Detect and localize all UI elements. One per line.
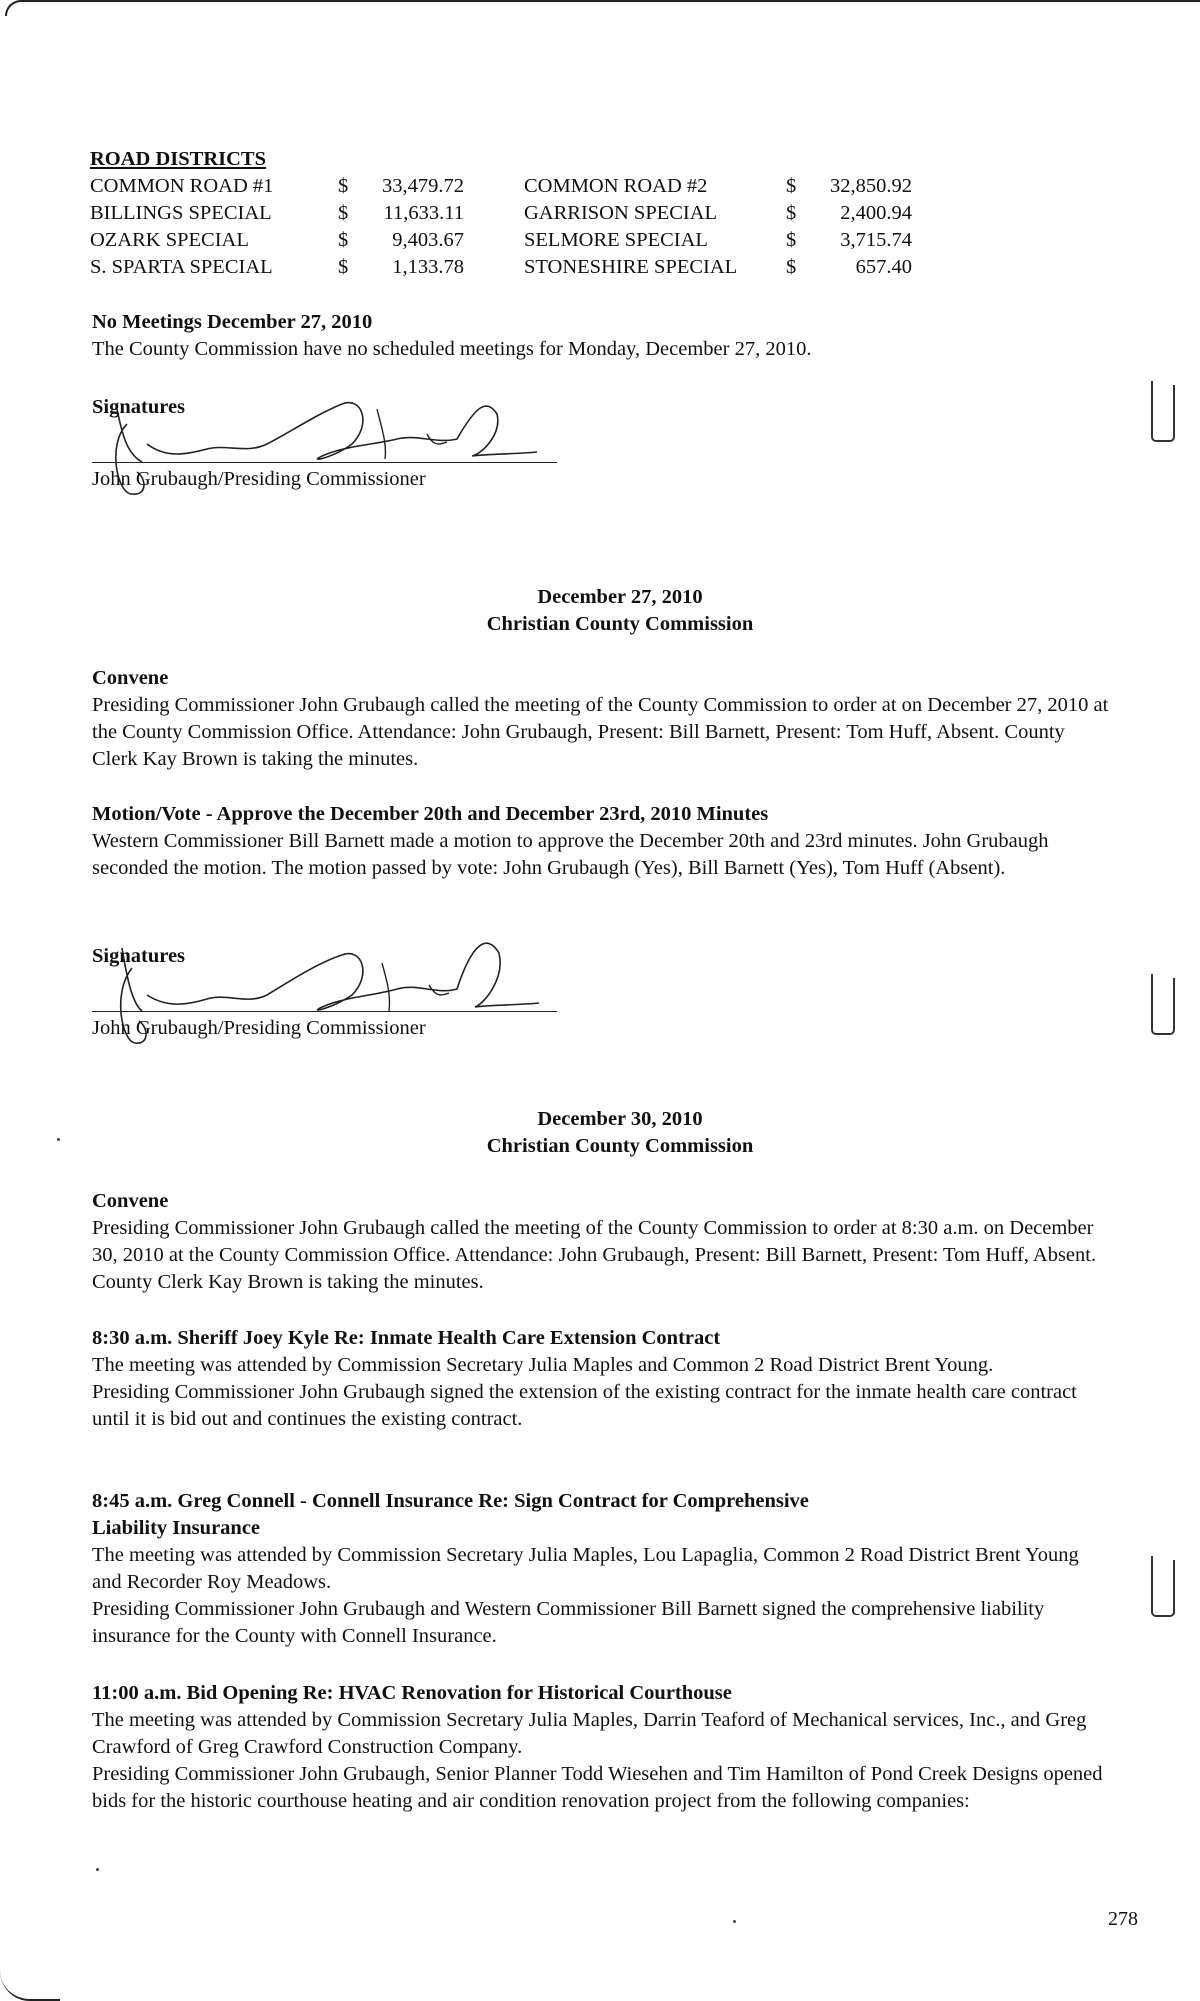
- section-text: Western Commissioner Bill Barnett made a motion to approve the December 20th and 23rd minutes. John Grubaugh seconded the motion. The motion passed by vote: John Grubaugh (Yes), Bill Barnett (Yes), Tom Huff (Absent).: [92, 830, 1049, 879]
- section-text: Presiding Commissioner John Grubaugh signed the extension of the existing contract for the inmate health care contract until it is bid out and continues the existing contract.: [92, 1381, 1077, 1430]
- district-name: S. SPARTA SPECIAL: [90, 256, 273, 278]
- road-districts-table: [90, 173, 912, 281]
- scan-speck: [57, 1138, 60, 1141]
- district-name: BILLINGS SPECIAL: [90, 202, 272, 224]
- currency-symbol: $: [338, 202, 349, 224]
- signature-block: [92, 943, 562, 1053]
- district-amount: 657.40: [855, 256, 912, 278]
- district-amount: 32,850.92: [830, 175, 912, 197]
- currency-symbol: $: [338, 229, 349, 251]
- section-text: Presiding Commissioner John Grubaugh and Western Commissioner Bill Barnett signed the comprehensive liability insurance for the County with Connell Insurance.: [92, 1598, 1045, 1647]
- currency-symbol: $: [786, 256, 797, 278]
- section-heading: 8:45 a.m. Greg Connell - Connell Insurance Re: Sign Contract for Comprehensive: [92, 1490, 809, 1512]
- currency-symbol: $: [338, 256, 349, 278]
- district-name: GARRISON SPECIAL: [524, 202, 718, 224]
- meeting-body: Christian County Commission: [486, 613, 754, 635]
- table-row: [90, 254, 912, 281]
- margin-bracket-mark: [1151, 385, 1175, 442]
- district-name: COMMON ROAD #2: [524, 175, 708, 197]
- agenda-item-section: [92, 1680, 1112, 1815]
- scan-speck: [733, 1920, 736, 1923]
- table-row: [90, 227, 912, 254]
- currency-symbol: $: [786, 175, 797, 197]
- section-text: The meeting was attended by Commission Secretary Julia Maples, Darrin Teaford of Mechanical services, Inc., and Greg Crawford of Greg Crawford Construction Company.: [92, 1709, 1087, 1758]
- agenda-item-section: [92, 1488, 1112, 1650]
- signature-line: [92, 1011, 557, 1012]
- district-amount: 33,479.72: [382, 175, 464, 197]
- margin-bracket-mark: [1151, 1560, 1175, 1617]
- section-heading: 8:30 a.m. Sheriff Joey Kyle Re: Inmate Health Care Extension Contract: [92, 1327, 721, 1349]
- section-text: The meeting was attended by Commission Secretary Julia Maples, Lou Lapaglia, Common 2 Road District Brent Young and Recorder Roy Meadows.: [92, 1544, 1079, 1593]
- section-text: The County Commission have no scheduled meetings for Monday, December 27, 2010.: [92, 338, 812, 360]
- district-name: COMMON ROAD #1: [90, 175, 274, 197]
- convene-section: [92, 1188, 1112, 1296]
- page-number: 278: [1108, 1908, 1138, 1930]
- motion-section: [92, 801, 1112, 882]
- district-amount: 2,400.94: [840, 202, 912, 224]
- district-amount: 11,633.11: [383, 202, 464, 224]
- district-amount: 3,715.74: [840, 229, 912, 251]
- convene-section: [92, 665, 1112, 773]
- section-heading: Motion/Vote - Approve the December 20th and December 23rd, 2010 Minutes: [92, 803, 769, 825]
- district-name: STONESHIRE SPECIAL: [524, 256, 738, 278]
- margin-bracket-mark: [1151, 978, 1175, 1035]
- signature-caption: John Grubaugh/Presiding Commissioner: [92, 1017, 426, 1039]
- section-heading: 11:00 a.m. Bid Opening Re: HVAC Renovation for Historical Courthouse: [92, 1682, 732, 1704]
- district-amount: 1,133.78: [392, 256, 464, 278]
- no-meetings-section: [92, 309, 1112, 363]
- meeting-date: December 27, 2010: [537, 586, 703, 608]
- currency-symbol: $: [338, 175, 349, 197]
- section-heading: Convene: [92, 667, 169, 689]
- section-heading: Liability Insurance: [92, 1517, 261, 1539]
- road-districts-heading: ROAD DISTRICTS: [90, 148, 267, 170]
- signature-block: [92, 394, 562, 504]
- page-border-top: [5, 0, 1200, 16]
- table-row: [90, 200, 912, 227]
- section-text: The meeting was attended by Commission Secretary Julia Maples and Common 2 Road District Brent Young.: [92, 1354, 994, 1376]
- section-text: Presiding Commissioner John Grubaugh called the meeting of the County Commission to order at on December 27, 2010 at the County Commission Office. Attendance: John Grubaugh, Present: Bill Barnett, Present: Tom Huff, Absent. County Clerk Kay Brown is taking the minutes.: [92, 694, 1109, 770]
- table-row: [90, 173, 912, 200]
- signatures-label: Signatures: [92, 945, 186, 967]
- signatures-label: Signatures: [92, 396, 186, 418]
- scan-speck: [96, 1868, 99, 1871]
- signature-caption: John Grubaugh/Presiding Commissioner: [92, 468, 426, 490]
- meeting-date: December 30, 2010: [537, 1108, 703, 1130]
- page-border-bottom: [0, 1971, 60, 2001]
- meeting-body: Christian County Commission: [486, 1135, 754, 1157]
- currency-symbol: $: [786, 202, 797, 224]
- section-heading: No Meetings December 27, 2010: [92, 311, 373, 333]
- section-text: Presiding Commissioner John Grubaugh called the meeting of the County Commission to order at 8:30 a.m. on December 30, 2010 at the County Commission Office. Attendance: John Grubaugh, Present: Bill Barnett, Present: Tom Huff, Absent. County Clerk Kay Brown is taking the minutes.: [92, 1217, 1097, 1293]
- currency-symbol: $: [786, 229, 797, 251]
- section-heading: Convene: [92, 1190, 169, 1212]
- district-name: SELMORE SPECIAL: [524, 229, 708, 251]
- section-text: Presiding Commissioner John Grubaugh, Senior Planner Todd Wiesehen and Tim Hamilton of Pond Creek Designs opened bids for the historic courthouse heating and air condition renovation project from the following companies:: [92, 1763, 1103, 1812]
- district-name: OZARK SPECIAL: [90, 229, 249, 251]
- signature-line: [92, 462, 557, 463]
- district-amount: 9,403.67: [392, 229, 464, 251]
- agenda-item-section: [92, 1325, 1112, 1433]
